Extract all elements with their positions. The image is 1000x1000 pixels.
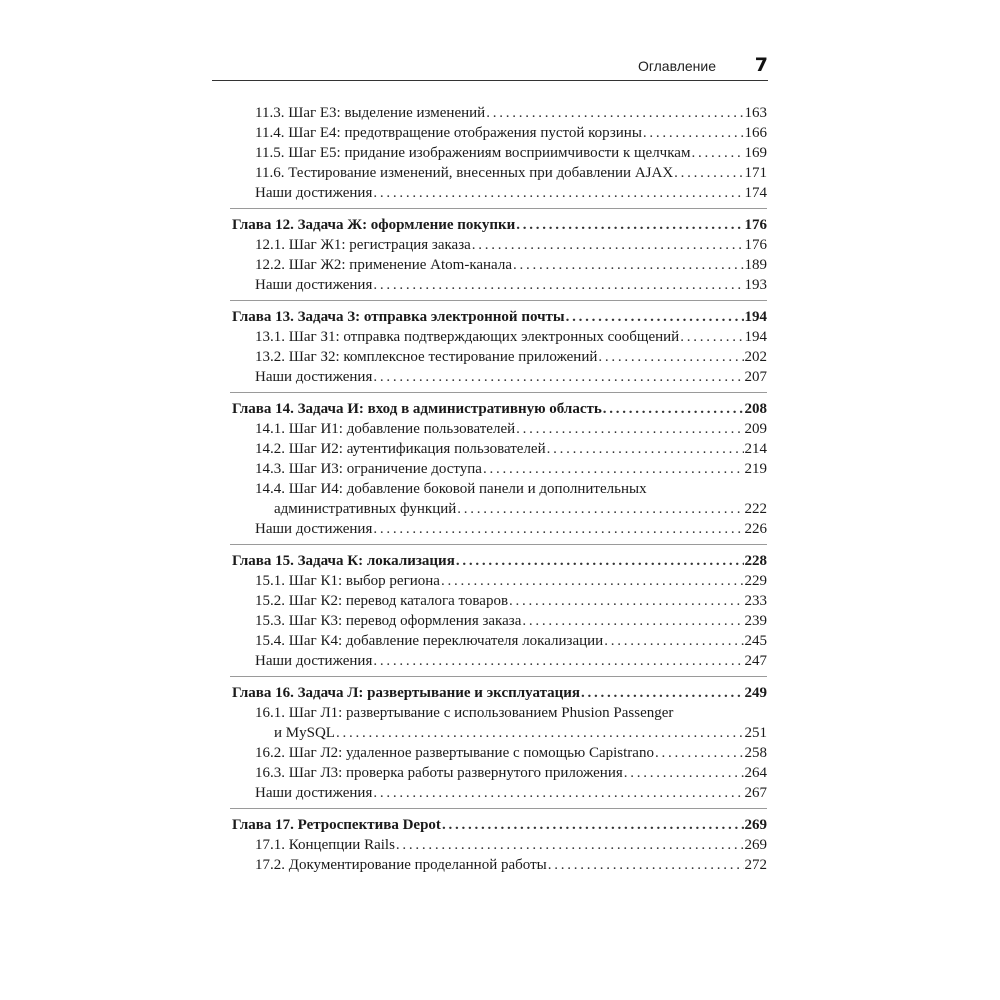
toc-entry-title: 15.4. Шаг К4: добавление переключателя локализации <box>255 633 604 649</box>
chapter-separator <box>232 803 767 815</box>
toc-entry[interactable] <box>232 347 767 367</box>
dot-leader <box>483 459 744 479</box>
dot-leader <box>624 763 744 783</box>
toc-entry[interactable] <box>232 611 767 631</box>
toc-chapter-entry[interactable] <box>232 307 767 327</box>
toc-entry-page: 222 <box>744 501 767 517</box>
toc-entry-title: 13.2. Шаг З2: комплексное тестирование приложений <box>255 349 598 365</box>
toc-entry-page: 166 <box>744 125 767 141</box>
dot-leader <box>336 723 744 743</box>
toc-entry-title: Наши достижения <box>255 653 373 669</box>
toc-entry[interactable] <box>232 439 767 459</box>
toc-entry[interactable] <box>232 631 767 651</box>
toc-entry-page: 251 <box>744 725 767 741</box>
toc-entry-title: 15.2. Шаг К2: перевод каталога товаров <box>255 593 509 609</box>
dot-leader <box>655 743 744 763</box>
toc-entry-page: 229 <box>744 573 767 589</box>
toc-entry-title: 16.3. Шаг Л3: проверка работы развернутого приложения <box>255 765 623 781</box>
chapter-separator <box>232 295 767 307</box>
toc-entry-page: 208 <box>744 401 767 417</box>
dot-leader <box>441 571 744 591</box>
dot-leader <box>581 683 743 703</box>
toc-entry[interactable] <box>232 723 767 743</box>
toc-entry[interactable] <box>232 275 767 295</box>
toc-entry-title: Глава 13. Задача З: отправка электронной почты <box>232 309 565 325</box>
toc-entry-page: 194 <box>744 329 767 345</box>
toc-entry[interactable] <box>232 103 767 123</box>
toc-entry-title: 16.2. Шаг Л2: удаленное развертывание с помощью Capistrano <box>255 745 654 761</box>
toc-entry-title: 12.1. Шаг Ж1: регистрация заказа <box>255 237 471 253</box>
dot-leader <box>522 611 743 631</box>
toc-entry-title: 15.3. Шаг К3: перевод оформления заказа <box>255 613 522 629</box>
toc-entry-page: 193 <box>744 277 767 293</box>
toc-entry-title: Наши достижения <box>255 185 373 201</box>
toc-entry-title: 11.4. Шаг Е4: предотвращение отображения пустой корзины <box>255 125 642 141</box>
toc-entry-page: 233 <box>744 593 767 609</box>
toc-entry-title: Глава 14. Задача И: вход в административную область <box>232 401 602 417</box>
toc-entry-page: 207 <box>744 369 767 385</box>
toc-entry-page: 171 <box>744 165 767 181</box>
dot-leader <box>396 835 744 855</box>
chapter-separator <box>232 203 767 215</box>
dot-leader <box>598 347 743 367</box>
dot-leader <box>442 815 744 835</box>
dot-leader <box>509 591 743 611</box>
toc-entry-title: Наши достижения <box>255 277 373 293</box>
toc-entry[interactable] <box>232 419 767 439</box>
toc-entry-page: 267 <box>744 785 767 801</box>
toc-entry-page: 247 <box>744 653 767 669</box>
chapter-separator <box>232 539 767 551</box>
dot-leader <box>373 519 743 539</box>
toc-entry-title: 14.3. Шаг И3: ограничение доступа <box>255 461 482 477</box>
dot-leader <box>643 123 744 143</box>
dot-leader <box>373 651 743 671</box>
dot-leader <box>516 419 743 439</box>
toc-entry[interactable] <box>232 571 767 591</box>
toc-entry-page: 189 <box>744 257 767 273</box>
toc-entry-page: 163 <box>744 105 767 121</box>
dot-leader <box>548 855 744 875</box>
toc-entry-title: Глава 16. Задача Л: развертывание и эксплуатация <box>232 685 581 701</box>
toc-chapter-entry[interactable] <box>232 399 767 419</box>
toc-entry-page: 269 <box>744 817 767 833</box>
dot-leader <box>486 103 743 123</box>
dot-leader <box>516 215 743 235</box>
toc-entry-page: 176 <box>744 217 767 233</box>
toc-entry[interactable] <box>232 459 767 479</box>
toc-chapter-entry[interactable] <box>232 551 767 571</box>
page-number: 7 <box>754 54 768 76</box>
toc-entry[interactable] <box>232 743 767 763</box>
dot-leader <box>373 783 743 803</box>
toc-entry-title: 13.1. Шаг З1: отправка подтверждающих электронных сообщений <box>255 329 680 345</box>
dot-leader <box>373 367 743 387</box>
dot-leader <box>604 631 743 651</box>
toc-entry-page: 169 <box>744 145 767 161</box>
toc-entry-page: 249 <box>744 685 767 701</box>
toc-chapter-entry[interactable] <box>232 215 767 235</box>
toc-entry-title: 14.1. Шаг И1: добавление пользователей <box>255 421 516 437</box>
toc-entry-title: административных функций <box>274 501 457 517</box>
table-of-contents <box>232 103 767 875</box>
toc-entry[interactable] <box>232 519 767 539</box>
toc-entry[interactable] <box>232 143 767 163</box>
toc-entry-title: 17.1. Концепции Rails <box>255 837 395 853</box>
toc-entry-title: 16.1. Шаг Л1: развертывание с использованием Phusion Passenger <box>255 705 674 721</box>
toc-entry-title: 15.1. Шаг К1: выбор региона <box>255 573 440 589</box>
toc-entry-page: 214 <box>744 441 767 457</box>
toc-entry[interactable] <box>232 499 767 519</box>
toc-entry-title: 14.4. Шаг И4: добавление боковой панели и дополнительных <box>255 481 647 497</box>
toc-entry-title: 17.2. Документирование проделанной работы <box>255 857 547 873</box>
toc-entry-page: 269 <box>744 837 767 853</box>
dot-leader <box>373 275 743 295</box>
toc-entry-page: 202 <box>744 349 767 365</box>
toc-entry[interactable] <box>232 235 767 255</box>
toc-entry-page: 264 <box>744 765 767 781</box>
toc-entry-page: 194 <box>744 309 767 325</box>
dot-leader <box>603 399 744 419</box>
toc-entry-page: 209 <box>744 421 767 437</box>
toc-entry-title: Глава 15. Задача К: локализация <box>232 553 455 569</box>
toc-entry-title: Наши достижения <box>255 785 373 801</box>
dot-leader <box>373 183 743 203</box>
toc-entry[interactable] <box>232 835 767 855</box>
toc-entry-page: 174 <box>744 185 767 201</box>
toc-entry-title: 12.2. Шаг Ж2: применение Atom-канала <box>255 257 512 273</box>
toc-entry-page: 226 <box>744 521 767 537</box>
dot-leader <box>680 327 743 347</box>
toc-entry[interactable] <box>232 703 767 723</box>
dot-leader <box>547 439 744 459</box>
toc-entry[interactable] <box>232 367 767 387</box>
chapter-separator <box>232 671 767 683</box>
dot-leader <box>457 499 743 519</box>
toc-entry[interactable] <box>232 255 767 275</box>
dot-leader <box>566 307 744 327</box>
toc-entry-title: Наши достижения <box>255 369 373 385</box>
toc-entry[interactable] <box>232 651 767 671</box>
toc-entry-title: и MySQL <box>274 725 335 741</box>
toc-entry-title: 11.6. Тестирование изменений, внесенных при добавлении AJAX <box>255 165 674 181</box>
running-header <box>212 56 768 81</box>
dot-leader <box>691 143 743 163</box>
toc-entry[interactable] <box>232 183 767 203</box>
toc-entry[interactable] <box>232 591 767 611</box>
toc-entry-page: 176 <box>744 237 767 253</box>
toc-entry[interactable] <box>232 327 767 347</box>
toc-entry-page: 219 <box>744 461 767 477</box>
dot-leader <box>513 255 744 275</box>
toc-entry[interactable] <box>232 123 767 143</box>
toc-entry-page: 228 <box>744 553 767 569</box>
toc-entry-page: 239 <box>744 613 767 629</box>
toc-entry-page: 258 <box>744 745 767 761</box>
toc-entry[interactable] <box>232 763 767 783</box>
toc-entry-title: Наши достижения <box>255 521 373 537</box>
dot-leader <box>674 163 743 183</box>
toc-entry[interactable] <box>232 783 767 803</box>
toc-entry-title: Глава 12. Задача Ж: оформление покупки <box>232 217 516 233</box>
toc-chapter-entry[interactable] <box>232 683 767 703</box>
toc-entry-title: 14.2. Шаг И2: аутентификация пользователей <box>255 441 546 457</box>
toc-entry[interactable] <box>232 163 767 183</box>
chapter-separator <box>232 387 767 399</box>
dot-leader <box>456 551 744 571</box>
dot-leader <box>472 235 744 255</box>
toc-entry[interactable] <box>232 479 767 499</box>
toc-entry[interactable] <box>232 855 767 875</box>
toc-chapter-entry[interactable] <box>232 815 767 835</box>
header-title: Оглавление <box>637 58 716 74</box>
toc-entry-title: 11.5. Шаг Е5: придание изображениям восприимчивости к щелчкам <box>255 145 691 161</box>
toc-entry-page: 245 <box>744 633 767 649</box>
toc-entry-page: 272 <box>744 857 767 873</box>
toc-entry-title: Глава 17. Ретроспектива Depot <box>232 817 441 833</box>
toc-entry-title: 11.3. Шаг Е3: выделение изменений <box>255 105 486 121</box>
